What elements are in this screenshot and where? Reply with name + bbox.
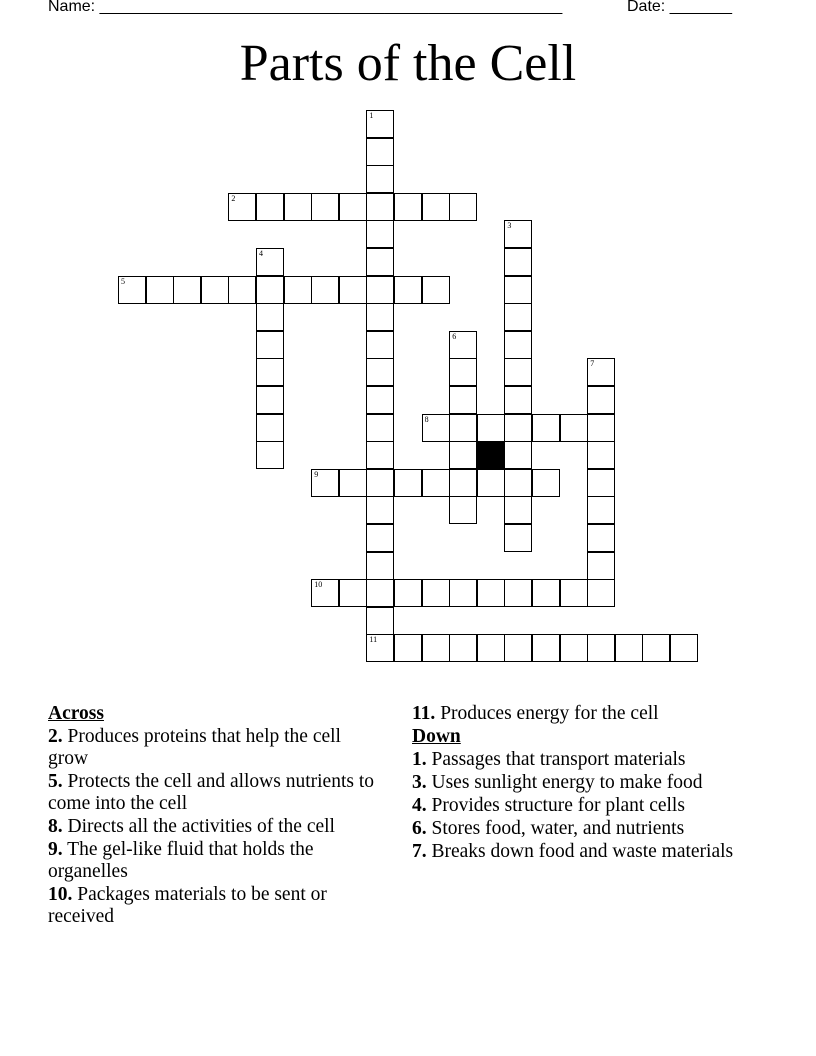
down-heading: Down: [412, 726, 461, 747]
crossword-cell[interactable]: [394, 579, 422, 607]
crossword-cell[interactable]: [173, 276, 201, 304]
crossword-cell[interactable]: [532, 414, 560, 442]
crossword-cell[interactable]: [587, 579, 615, 607]
clue-across-9: 9. The gel-like fluid that holds the organelles: [48, 839, 314, 882]
crossword-cell[interactable]: [256, 193, 284, 221]
crossword-cell[interactable]: [311, 469, 339, 497]
crossword-cell[interactable]: [366, 110, 394, 138]
clue-across-10: 10. Packages materials to be sent or received: [48, 884, 327, 927]
crossword-cell[interactable]: [477, 469, 505, 497]
crossword-cell[interactable]: [256, 303, 284, 331]
crossword-cell[interactable]: [366, 607, 394, 635]
crossword-cell[interactable]: [256, 248, 284, 276]
clue-across-11: 11. Produces energy for the cell: [412, 703, 659, 724]
crossword-cell[interactable]: [504, 469, 532, 497]
clue-number: 8: [424, 414, 429, 424]
crossword-cell[interactable]: [366, 579, 394, 607]
crossword-cell[interactable]: [587, 358, 615, 386]
crossword-cell[interactable]: [311, 193, 339, 221]
crossword-cell[interactable]: [256, 358, 284, 386]
crossword-cell[interactable]: [449, 193, 477, 221]
crossword-cell[interactable]: [504, 579, 532, 607]
crossword-cell[interactable]: [339, 579, 367, 607]
clue-across-8: 8. Directs all the activities of the cell: [48, 816, 335, 837]
crossword-cell[interactable]: [366, 414, 394, 442]
crossword-cell[interactable]: [449, 331, 477, 359]
page-title: Parts of the Cell: [239, 35, 577, 92]
clue-down-4: 4. Provides structure for plant cells: [412, 795, 685, 816]
crossword-cell[interactable]: [587, 414, 615, 442]
crossword-cell[interactable]: [311, 276, 339, 304]
crossword-cell[interactable]: [449, 358, 477, 386]
crossword-cell[interactable]: [366, 441, 394, 469]
crossword-cell[interactable]: [201, 276, 229, 304]
clue-down-7: 7. Breaks down food and waste materials: [412, 841, 734, 862]
clue-number: 5: [121, 276, 125, 286]
crossword-cell[interactable]: [366, 386, 394, 414]
crossword-cell[interactable]: [587, 634, 615, 662]
crossword-cell[interactable]: [256, 276, 284, 304]
crossword-cell[interactable]: [504, 441, 532, 469]
crossword-cell[interactable]: [532, 579, 560, 607]
crossword-cell[interactable]: [422, 414, 450, 442]
crossword-cell[interactable]: [366, 276, 394, 304]
crossword-cell[interactable]: [366, 358, 394, 386]
crossword-cell[interactable]: [256, 386, 284, 414]
crossword-cell[interactable]: [366, 496, 394, 524]
clue-down-1: 1. Passages that transport materials: [412, 749, 686, 770]
crossword-cell[interactable]: [422, 634, 450, 662]
crossword-cell[interactable]: [615, 634, 643, 662]
clue-number: 9: [314, 469, 319, 479]
clues-left-column: [48, 703, 383, 929]
crossword-cell[interactable]: [256, 414, 284, 442]
crossword-cell[interactable]: [587, 524, 615, 552]
crossword-cell[interactable]: [449, 496, 477, 524]
crossword-cell[interactable]: [311, 579, 339, 607]
crossword-cell[interactable]: [504, 220, 532, 248]
clue-number: 2: [231, 193, 236, 203]
crossword-cell[interactable]: [449, 634, 477, 662]
clue-down-3: 3. Uses sunlight energy to make food: [412, 772, 703, 793]
crossword-cell[interactable]: [366, 552, 394, 580]
crossword-cell[interactable]: [504, 634, 532, 662]
across-heading: Across: [48, 703, 104, 724]
crossword-cell[interactable]: [339, 193, 367, 221]
crossword-cell[interactable]: [504, 276, 532, 304]
clue-number: 7: [590, 359, 595, 369]
clue-number: 10: [314, 580, 323, 590]
crossword-cell[interactable]: [339, 276, 367, 304]
crossword-cell[interactable]: [449, 441, 477, 469]
crossword-cell[interactable]: [477, 579, 505, 607]
crossword-cell[interactable]: [366, 193, 394, 221]
clue-number: 3: [507, 221, 512, 231]
crossword-cell[interactable]: [228, 193, 256, 221]
crossword-cell[interactable]: [366, 138, 394, 166]
crossword-cell[interactable]: [642, 634, 670, 662]
crossword-cell[interactable]: [366, 220, 394, 248]
crossword-cell[interactable]: [504, 386, 532, 414]
crossword-cell[interactable]: [394, 634, 422, 662]
clue-across-2: 2. Produces proteins that help the cell grow: [48, 726, 341, 769]
clue-number: 11: [369, 635, 378, 645]
crossword-cell[interactable]: [422, 469, 450, 497]
crossword-cell[interactable]: [587, 386, 615, 414]
crossword-cell[interactable]: [256, 441, 284, 469]
crossword-cell[interactable]: [256, 331, 284, 359]
crossword-cell[interactable]: [587, 441, 615, 469]
crossword-cell[interactable]: [587, 552, 615, 580]
clue-number: 1: [369, 111, 374, 120]
crossword-cell[interactable]: [366, 634, 394, 662]
crossword-cell[interactable]: [504, 331, 532, 359]
date-field-label: Date: _______: [627, 0, 732, 15]
crossword-cell[interactable]: [366, 331, 394, 359]
crossword-cell[interactable]: [146, 276, 174, 304]
crossword-cell[interactable]: [394, 193, 422, 221]
black-square: [477, 441, 505, 469]
crossword-cell[interactable]: [394, 469, 422, 497]
crossword-cell[interactable]: [339, 469, 367, 497]
crossword-cell[interactable]: [560, 634, 588, 662]
crossword-cell[interactable]: [504, 414, 532, 442]
crossword-cell[interactable]: [532, 634, 560, 662]
crossword-cell[interactable]: [394, 276, 422, 304]
name-field-label: Name: ____________________________________________________: [48, 0, 563, 15]
crossword-cell[interactable]: [449, 414, 477, 442]
crossword-cell[interactable]: [449, 469, 477, 497]
crossword-cell[interactable]: [477, 634, 505, 662]
crossword-cell[interactable]: [366, 165, 394, 193]
crossword-cell[interactable]: [284, 276, 312, 304]
crossword-cell[interactable]: [504, 358, 532, 386]
crossword-cell[interactable]: [504, 303, 532, 331]
crossword-cell[interactable]: [366, 248, 394, 276]
crossword-cell[interactable]: [118, 276, 146, 304]
clue-across-5: 5. Protects the cell and allows nutrients to come into the cell: [48, 771, 375, 814]
crossword-cell[interactable]: [284, 193, 312, 221]
crossword-cell[interactable]: [560, 414, 588, 442]
crossword-cell[interactable]: [422, 193, 450, 221]
crossword-cell[interactable]: [504, 496, 532, 524]
crossword-cell[interactable]: [560, 579, 588, 607]
crossword-cell[interactable]: [587, 496, 615, 524]
crossword-cell[interactable]: [449, 579, 477, 607]
clue-down-6: 6. Stores food, water, and nutrients: [412, 818, 685, 839]
crossword-cell[interactable]: [532, 469, 560, 497]
crossword-cell[interactable]: [504, 524, 532, 552]
clue-number: 4: [259, 249, 263, 258]
crossword-cell[interactable]: [449, 386, 477, 414]
crossword-cell[interactable]: [228, 276, 256, 304]
crossword-cell[interactable]: [670, 634, 698, 662]
crossword-cell[interactable]: [366, 303, 394, 331]
crossword-cell[interactable]: [422, 276, 450, 304]
crossword-cell[interactable]: [366, 469, 394, 497]
crossword-cell[interactable]: [504, 248, 532, 276]
clues-right-column: [412, 703, 747, 864]
crossword-cell[interactable]: [366, 524, 394, 552]
crossword-cell[interactable]: [477, 414, 505, 442]
crossword-cell[interactable]: [587, 469, 615, 497]
crossword-cell[interactable]: [422, 579, 450, 607]
clue-number: 6: [452, 331, 457, 341]
